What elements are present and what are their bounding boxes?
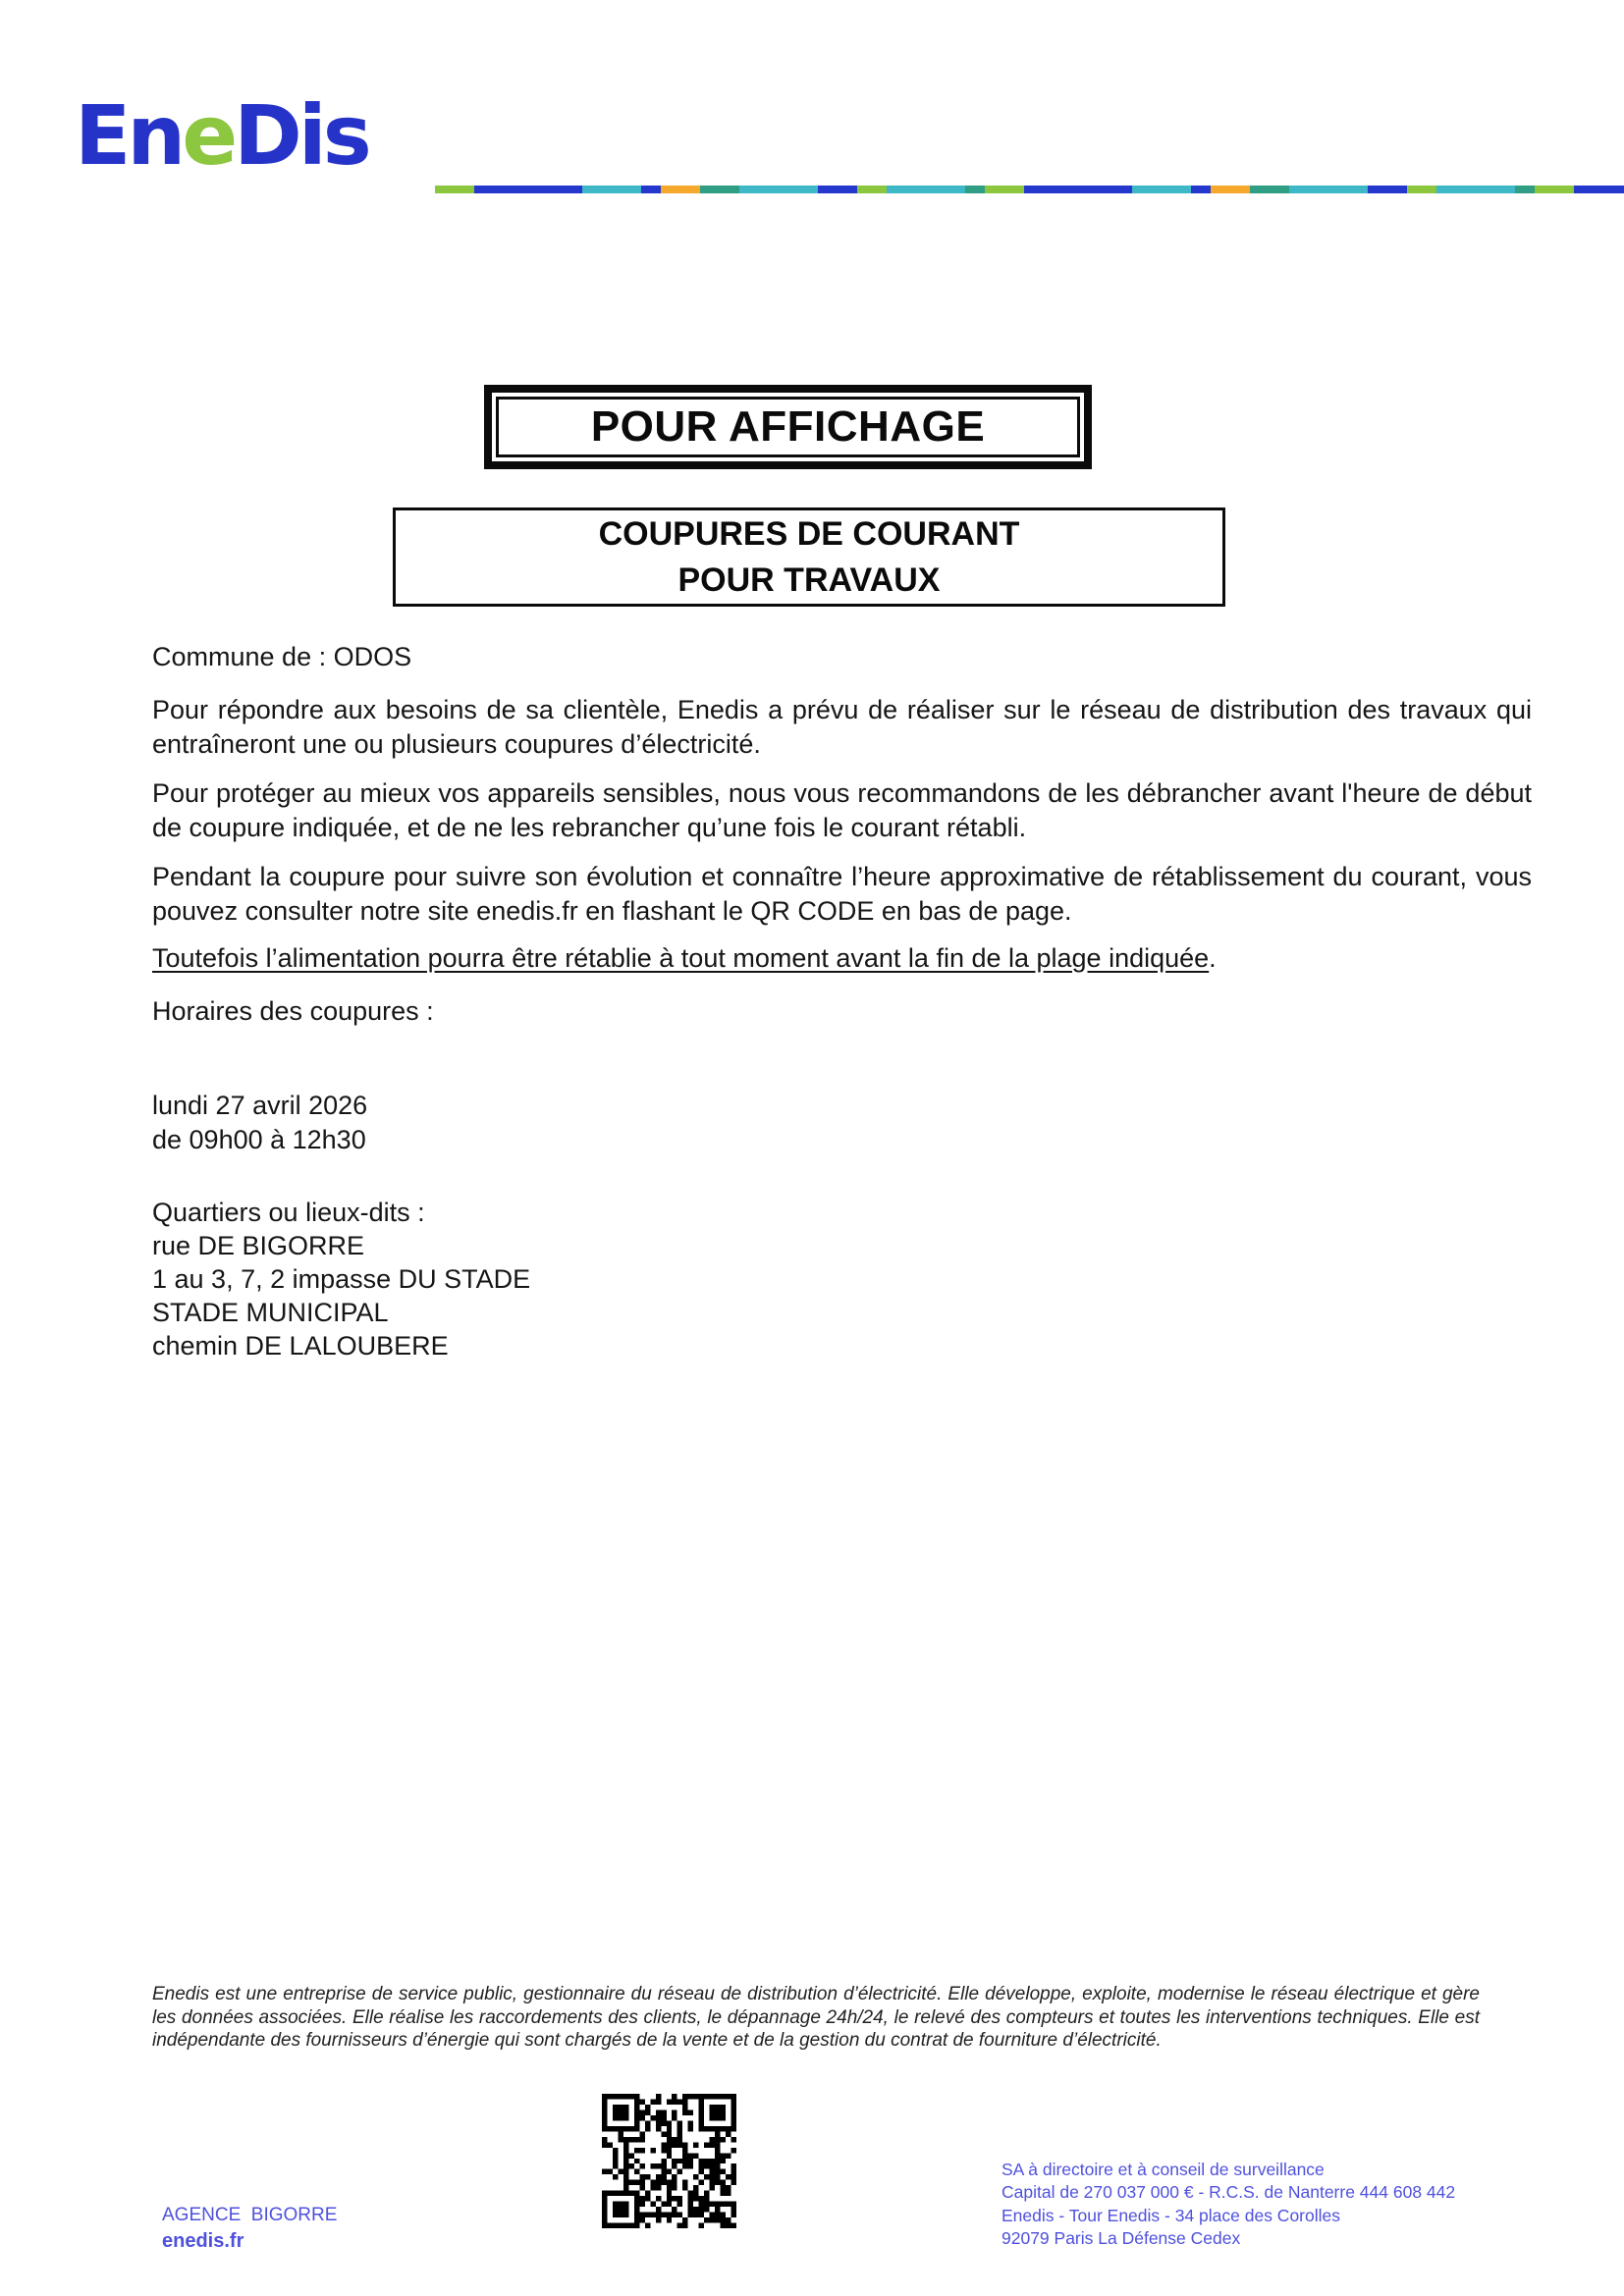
affichage-banner-inner-frame	[496, 397, 1080, 457]
district-item: chemin DE LALOUBERE	[152, 1331, 449, 1361]
banner-title: POUR AFFICHAGE	[590, 402, 986, 451]
legal-line: Capital de 270 037 000 € - R.C.S. de Nanterre 444 608 442	[1001, 2182, 1456, 2203]
outage-date: lundi 27 avril 2026	[152, 1091, 368, 1120]
subject-box	[393, 507, 1225, 607]
logo-letters-primary-2: Dis	[234, 87, 368, 184]
district-item: rue DE BIGORRE	[152, 1231, 365, 1260]
agency-name: AGENCE BIGORRE	[162, 2205, 338, 2225]
district-item: STADE MUNICIPAL	[152, 1298, 389, 1327]
legal-info	[1001, 2159, 1455, 2250]
restore-notice	[152, 941, 1532, 976]
paragraph-advice: Pour protéger au mieux vos appareils sensibles, nous vous recommandons de les débrancher avant l'heure de début de coupure indiquée, et de ne les rebrancher qu’une fois le courant rétabli.	[152, 778, 1532, 842]
restore-notice-period: .	[1209, 943, 1217, 973]
brand-color-divider	[435, 186, 1624, 193]
qr-code	[602, 2094, 736, 2228]
districts-heading: Quartiers ou lieux-dits :	[152, 1198, 425, 1227]
logo-letters-primary-1: En	[75, 87, 183, 184]
paragraph-intro: Pour répondre aux besoins de sa clientèle, Enedis a prévu de réaliser sur le réseau de distribution des travaux qui entraîneront une ou plusieurs coupures d’électricité.	[152, 695, 1532, 759]
schedule-heading: Horaires des coupures :	[152, 996, 434, 1026]
logo-letter-accent: e	[182, 87, 235, 184]
affichage-banner	[484, 385, 1092, 469]
company-description: Enedis est une entreprise de service public, gestionnaire du réseau de distribution d’électricité. Elle développe, exploite, modernise le réseau électrique et gère les données associées. Elle réalise les raccordements des clients, le dépannage 24h/24, le relevé des compteurs et toutes les interventions techniques. Elle est indépendante des fournisseurs d’énergie qui sont chargés de la vente et de la gestion du contrat de fourniture d’électricité.	[152, 1984, 1480, 2051]
enedis-logo	[75, 87, 368, 184]
districts-block	[152, 1196, 1532, 1362]
subject-line-1: COUPURES DE COURANT	[598, 514, 1020, 553]
agency-block	[162, 2202, 337, 2255]
legal-line: Enedis - Tour Enedis - 34 place des Corolles	[1001, 2205, 1341, 2225]
restore-notice-text: Toutefois l’alimentation pourra être rétablie à tout moment avant la fin de la plage indiquée	[152, 943, 1210, 973]
commune-line: Commune de : ODOS	[152, 642, 412, 671]
paragraph-tracking: Pendant la coupure pour suivre son évolution et connaître l’heure approximative de rétablissement du courant, vous pouvez consulter notre site enedis.fr en flashant le QR CODE en bas de page.	[152, 862, 1532, 926]
outage-schedule	[152, 1089, 1532, 1157]
legal-line: SA à directoire et à conseil de surveillance	[1001, 2160, 1325, 2179]
legal-line: 92079 Paris La Défense Cedex	[1001, 2227, 1241, 2248]
subject-line-2: POUR TRAVAUX	[677, 561, 941, 599]
enedis-website: enedis.fr	[162, 2230, 244, 2252]
outage-time: de 09h00 à 12h30	[152, 1125, 366, 1154]
district-item: 1 au 3, 7, 2 impasse DU STADE	[152, 1264, 531, 1294]
